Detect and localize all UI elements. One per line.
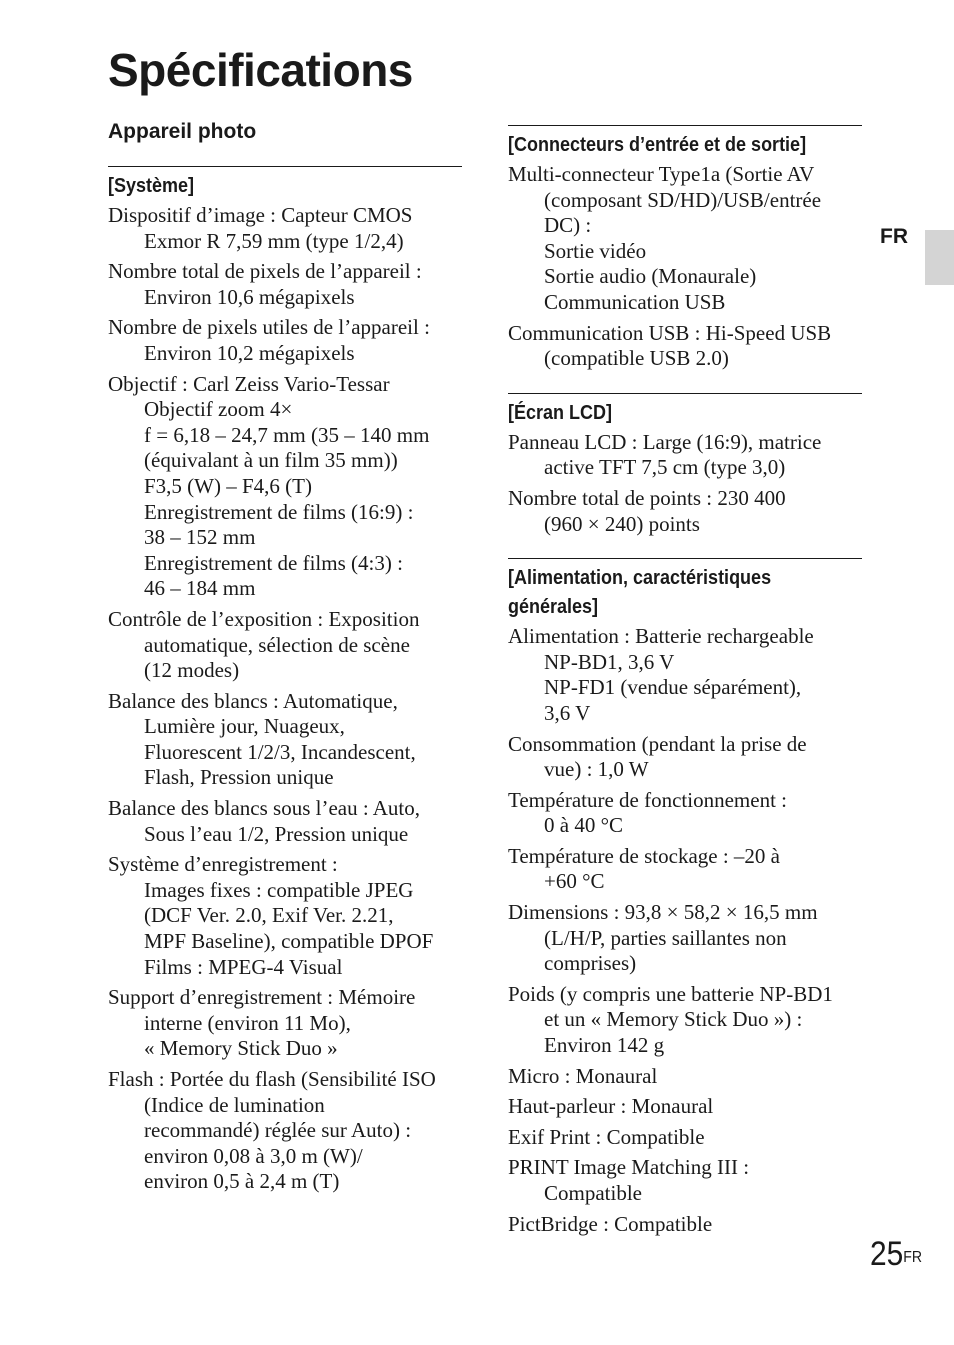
page-number-suffix: FR <box>903 1249 923 1266</box>
spec-line-continued: Environ 10,6 mégapixels <box>144 284 355 309</box>
page-title: Spécifications <box>108 44 413 96</box>
spec-line-continued: Environ 142 g <box>544 1033 665 1058</box>
spec-line: Dimensions : 93,8 × 58,2 × 16,5 mm <box>508 900 818 925</box>
right-column <box>508 125 862 1242</box>
spec-line-continued: +60 °C <box>544 869 605 894</box>
spec-entry <box>508 1094 862 1120</box>
spec-entry <box>108 796 462 847</box>
spec-line: Panneau LCD : Large (16:9), matrice <box>508 429 822 454</box>
spec-line-continued: Sortie vidéo <box>544 238 647 263</box>
spec-line-continued: NP-FD1 (vendue séparément), <box>544 675 802 700</box>
spec-list <box>508 624 862 1237</box>
spec-list <box>508 162 862 372</box>
spec-entry <box>508 1212 862 1238</box>
spec-list <box>508 430 862 537</box>
spec-entry <box>508 788 862 839</box>
spec-line-continued: 46 – 184 mm <box>144 576 256 601</box>
page-number-value: 25 <box>870 1235 904 1273</box>
spec-line: Poids (y compris une batterie NP-BD1 <box>508 981 833 1006</box>
spec-line: Nombre de pixels utiles de l’appareil : <box>108 315 430 340</box>
spec-line-continued: 3,6 V <box>544 700 591 725</box>
spec-line-continued: et un « Memory Stick Duo ») : <box>544 1007 803 1032</box>
spec-line-continued: « Memory Stick Duo » <box>144 1036 338 1061</box>
spec-entry <box>508 486 862 537</box>
spec-line-continued: (compatible USB 2.0) <box>544 346 729 371</box>
spec-line: Balance des blancs sous l’eau : Auto, <box>108 796 421 821</box>
spec-line-continued: comprises) <box>544 951 637 976</box>
spec-line-continued: interne (environ 11 Mo), <box>144 1010 351 1035</box>
spec-line-continued: Fluorescent 1/2/3, Incandescent, <box>144 739 416 764</box>
spec-line: Contrôle de l’exposition : Exposition <box>108 606 420 631</box>
spec-entry <box>108 607 462 684</box>
spec-line-continued: Films : MPEG-4 Visual <box>144 954 343 979</box>
spec-line-continued: (équivalant à un film 35 mm)) <box>144 448 398 473</box>
spec-line-continued: (12 modes) <box>144 658 240 683</box>
spec-entry <box>508 162 862 316</box>
spec-line: Objectif : Carl Zeiss Vario-Tessar <box>108 371 390 396</box>
spec-entry <box>108 315 462 366</box>
spec-section <box>508 125 862 372</box>
spec-line-continued: (composant SD/HD)/USB/entrée <box>544 187 822 212</box>
spec-line: Dispositif d’image : Capteur CMOS <box>108 203 413 227</box>
spec-line: Support d’enregistrement : Mémoire <box>108 985 416 1010</box>
spec-line: Nombre total de pixels de l’appareil : <box>108 259 422 284</box>
spec-line: Haut-parleur : Monaural <box>508 1094 714 1119</box>
spec-line-continued: environ 0,08 à 3,0 m (W)/ <box>144 1143 363 1168</box>
spec-line: Balance des blancs : Automatique, <box>108 688 398 713</box>
spec-line-continued: (Indice de lumination <box>144 1092 325 1117</box>
spec-line-continued: Images fixes : compatible JPEG <box>144 877 414 902</box>
spec-line-continued: Communication USB <box>544 289 726 314</box>
spec-line: Température de fonctionnement : <box>508 787 787 812</box>
spec-line-continued: Sous l’eau 1/2, Pression unique <box>144 821 409 846</box>
spec-line-continued: NP-BD1, 3,6 V <box>544 649 675 674</box>
spec-section <box>508 558 862 1237</box>
spec-line: Exif Print : Compatible <box>508 1124 705 1149</box>
section-heading: [Système] <box>108 175 195 197</box>
section-heading: [Écran LCD] <box>508 401 613 424</box>
left-column <box>108 166 462 1200</box>
spec-line-continued: vue) : 1,0 W <box>544 757 649 782</box>
spec-line-continued: 0 à 40 °C <box>544 813 623 838</box>
spec-line-continued: Sortie audio (Monaurale) <box>544 264 757 289</box>
spec-line: Communication USB : Hi-Speed USB <box>508 320 832 345</box>
spec-line: Nombre total de points : 230 400 <box>508 485 786 510</box>
spec-line: Système d’enregistrement : <box>108 852 338 877</box>
section-heading: [Alimentation, caractéristiques générales] <box>508 567 772 619</box>
spec-line-continued: DC) : <box>544 213 592 238</box>
spec-entry <box>508 844 862 895</box>
spec-entry <box>508 982 862 1059</box>
spec-entry <box>508 1155 862 1206</box>
spec-line: Multi-connecteur Type1a (Sortie AV <box>508 162 815 186</box>
spec-list <box>108 203 462 1195</box>
spec-entry <box>108 259 462 310</box>
spec-entry <box>508 1064 862 1090</box>
spec-entry <box>508 1125 862 1151</box>
spec-line-continued: Environ 10,2 mégapixels <box>144 340 355 365</box>
spec-entry <box>108 1067 462 1195</box>
spec-section <box>508 393 862 537</box>
spec-entry <box>508 321 862 372</box>
spec-line: PictBridge : Compatible <box>508 1211 713 1236</box>
spec-section <box>108 166 462 1195</box>
spec-line-continued: Enregistrement de films (16:9) : <box>144 499 414 524</box>
spec-line-continued: active TFT 7,5 cm (type 3,0) <box>544 455 786 480</box>
spec-line-continued: Enregistrement de films (4:3) : <box>144 550 403 575</box>
section-heading: [Connecteurs d’entrée et de sortie] <box>508 134 807 156</box>
spec-entry <box>508 624 862 726</box>
spec-line: Consommation (pendant la prise de <box>508 731 807 756</box>
spec-line-continued: (L/H/P, parties saillantes non <box>544 925 787 950</box>
spec-line-continued: MPF Baseline), compatible DPOF <box>144 929 434 954</box>
spec-entry <box>508 430 862 481</box>
spec-line: Alimentation : Batterie rechargeable <box>508 624 814 649</box>
section-subtitle: Appareil photo <box>108 120 257 143</box>
spec-entry <box>108 203 462 254</box>
spec-line-continued: Exmor R 7,59 mm (type 1/2,4) <box>144 228 404 253</box>
spec-entry <box>108 372 462 602</box>
spec-line-continued: 38 – 152 mm <box>144 525 256 550</box>
spec-line-continued: f = 6,18 – 24,7 mm (35 – 140 mm <box>144 422 430 447</box>
spec-line-continued: Compatible <box>544 1181 642 1205</box>
spec-entry <box>108 985 462 1062</box>
spec-line-continued: Objectif zoom 4× <box>144 397 293 422</box>
spec-line-continued: (DCF Ver. 2.0, Exif Ver. 2.21, <box>144 903 394 928</box>
spec-line: Micro : Monaural <box>508 1063 658 1088</box>
spec-entry <box>108 852 462 980</box>
spec-line: Température de stockage : –20 à <box>508 843 780 868</box>
spec-entry <box>108 689 462 791</box>
spec-line-continued: F3,5 (W) – F4,6 (T) <box>144 473 312 498</box>
spec-line-continued: automatique, sélection de scène <box>144 632 410 657</box>
language-tab-label: FR <box>880 225 908 248</box>
page-number <box>870 1234 922 1274</box>
spec-line-continued: environ 0,5 à 2,4 m (T) <box>144 1169 340 1194</box>
spec-line-continued: Lumière jour, Nuageux, <box>144 714 345 739</box>
spec-line: Flash : Portée du flash (Sensibilité ISO <box>108 1067 436 1091</box>
spec-line-continued: Flash, Pression unique <box>144 765 334 790</box>
spec-entry <box>508 732 862 783</box>
language-tab-marker <box>925 230 954 285</box>
spec-line: PRINT Image Matching III : <box>508 1155 750 1180</box>
spec-line-continued: recommandé) réglée sur Auto) : <box>144 1118 412 1143</box>
spec-entry <box>508 900 862 977</box>
spec-line-continued: (960 × 240) points <box>544 511 700 536</box>
